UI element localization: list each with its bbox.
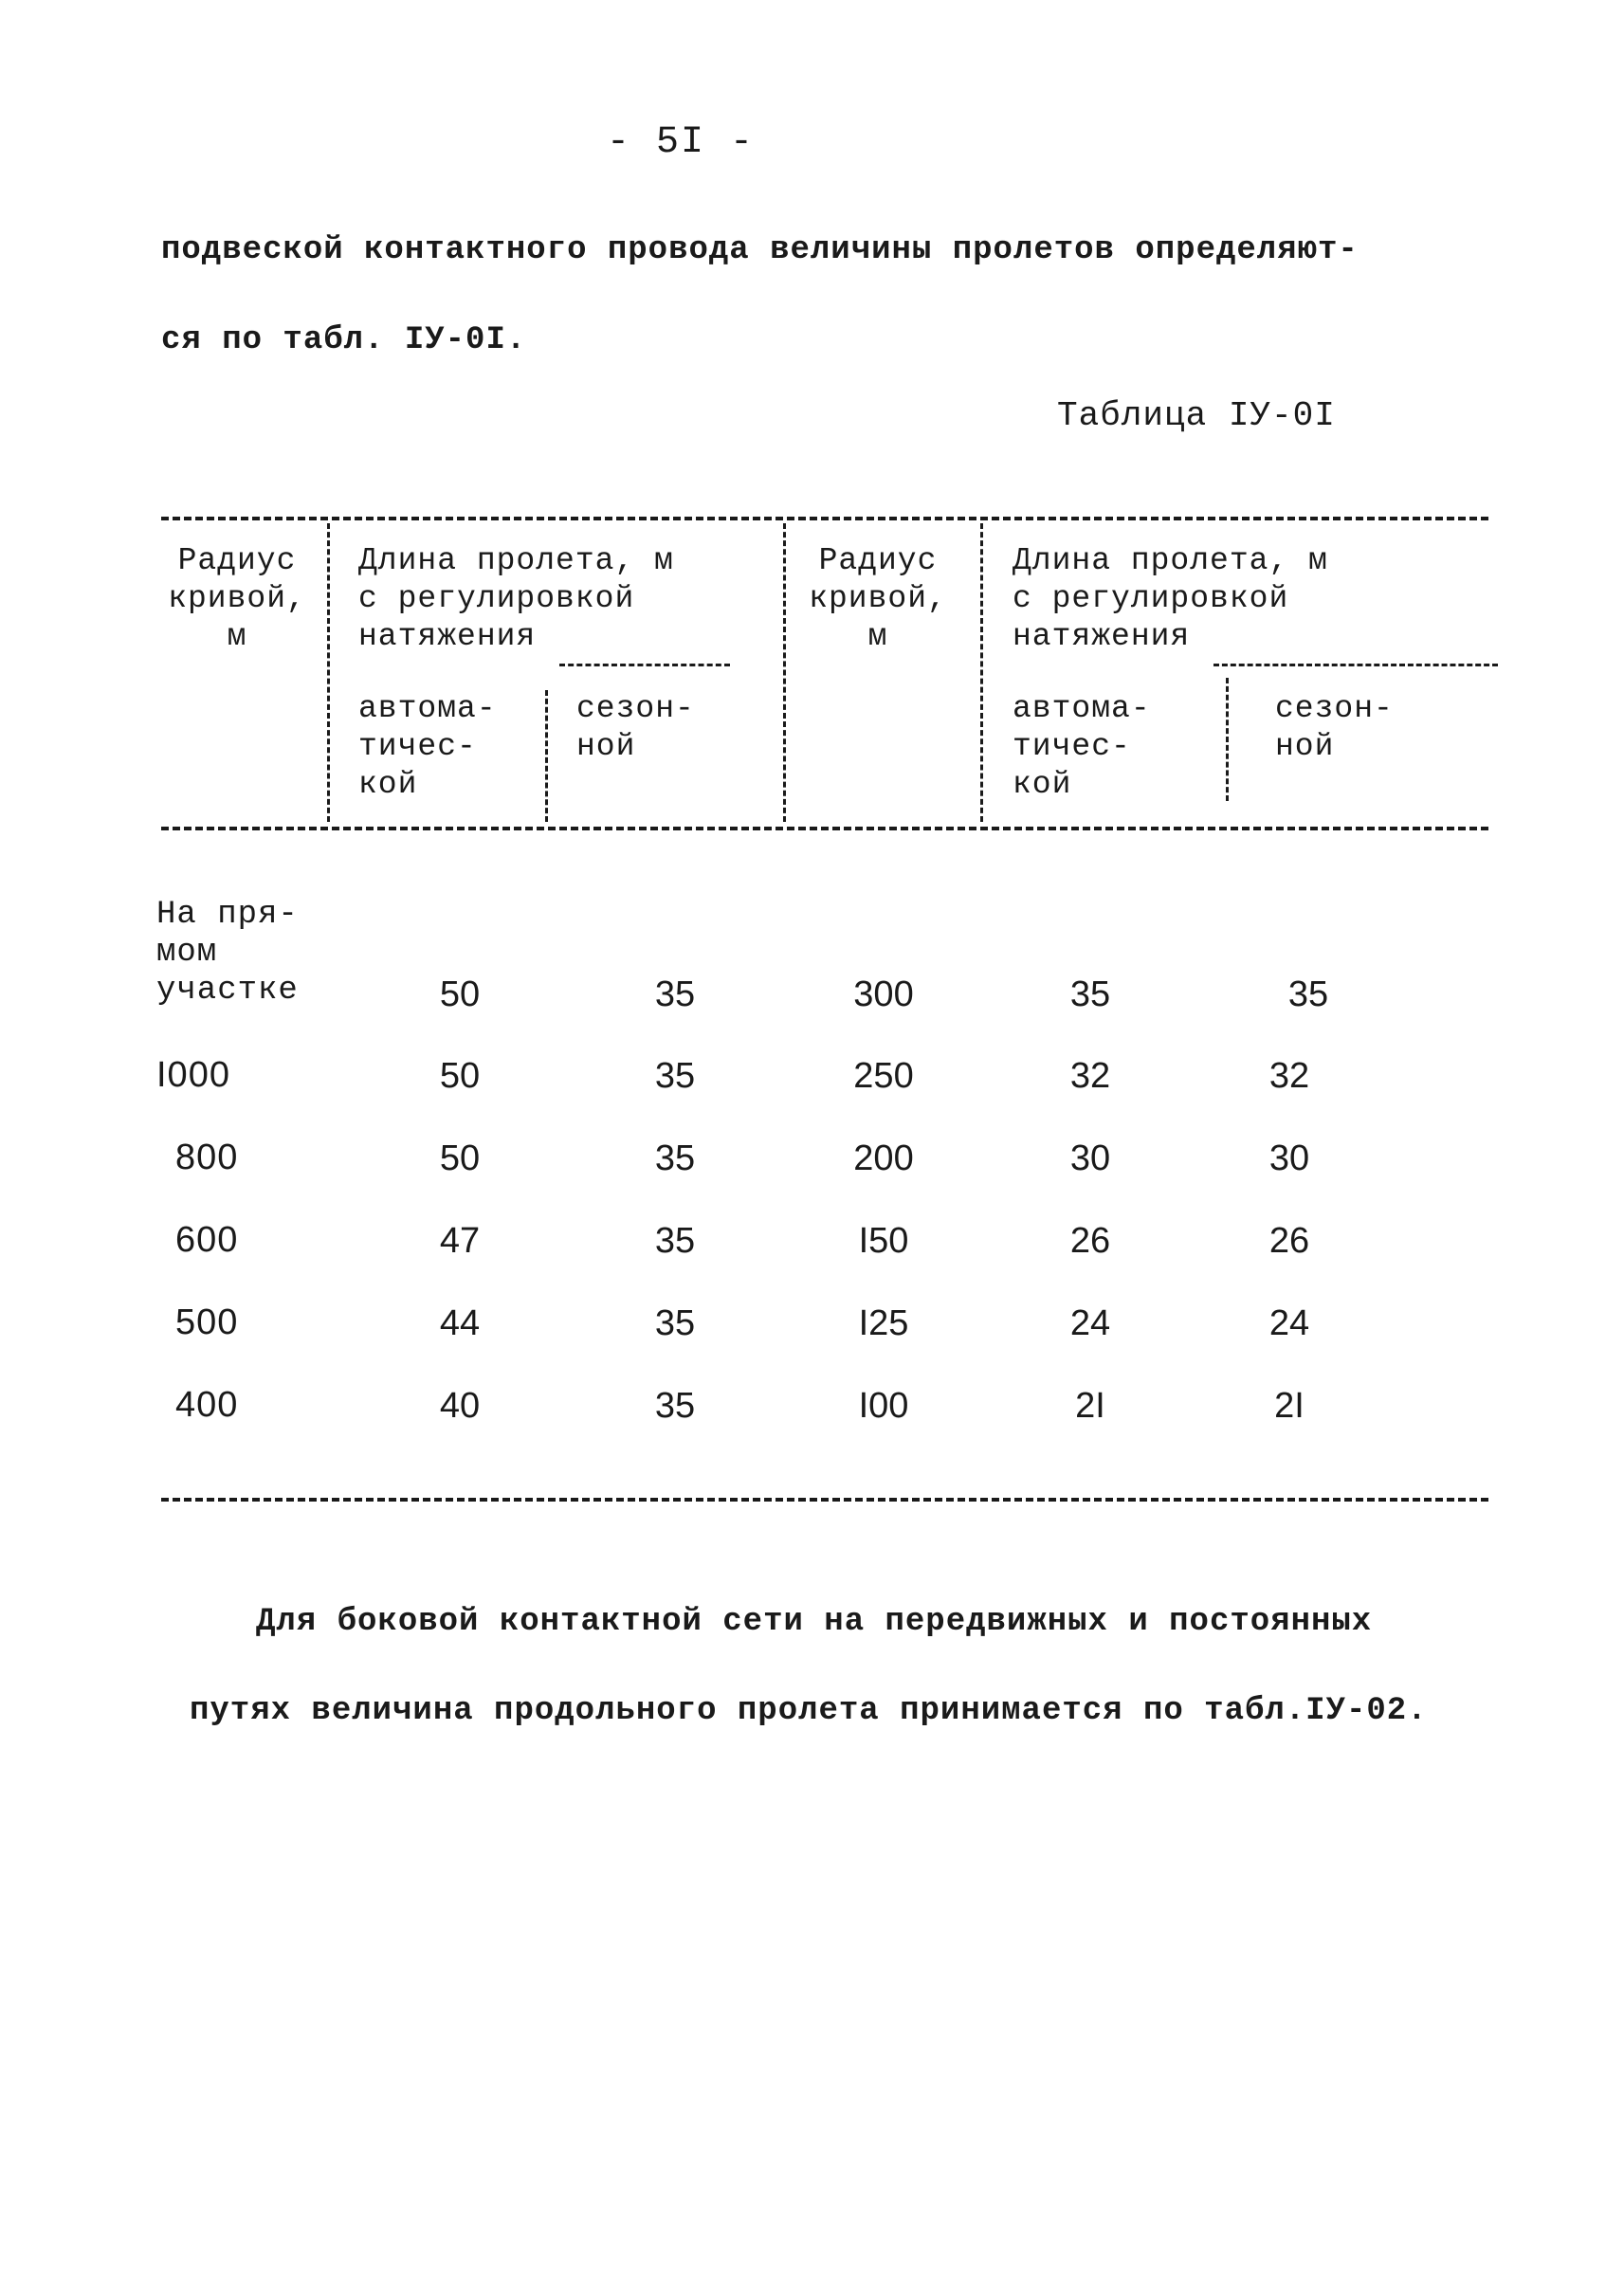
outro-line-1: Для боковой контактной сети на передвижных и постоянных xyxy=(256,1604,1373,1640)
table-caption: Таблица IУ-0I xyxy=(1057,396,1336,435)
header-radius-right: Радиус кривой, м xyxy=(809,543,947,654)
header-span-right: Длина пролета, м с регулировкой натяжения xyxy=(1013,543,1328,654)
subheader-line-left xyxy=(559,664,730,666)
table-row-5-auto-left: 40 xyxy=(439,1386,481,1426)
table-row-2-seasonal-left: 35 xyxy=(654,1138,696,1178)
table-row-4-seasonal-right: 24 xyxy=(1268,1303,1310,1343)
table-row-1-seasonal-left: 35 xyxy=(654,1056,696,1096)
table-row-2-radius-right: 200 xyxy=(853,1138,914,1178)
table-row-1-seasonal-right: 32 xyxy=(1268,1056,1310,1096)
table-row-0-radius-left: На пря- мом участке xyxy=(156,897,299,1009)
table-row-4-seasonal-left: 35 xyxy=(654,1303,696,1343)
table-row-1-radius-right: 250 xyxy=(853,1056,914,1096)
table-row-3-seasonal-left: 35 xyxy=(654,1221,696,1261)
table-row-2-auto-left: 50 xyxy=(439,1138,481,1178)
table-bottom-border xyxy=(161,1498,1488,1502)
intro-line-1: подвеской контактного провода величины пролетов определяют- xyxy=(161,232,1359,268)
table-row-2-radius-left: 800 xyxy=(175,1138,239,1177)
header-divider-2 xyxy=(545,690,548,822)
table-header-bottom-border xyxy=(161,827,1488,830)
header-seasonal-left: сезон- ной xyxy=(576,691,695,764)
table-row-3-auto-left: 47 xyxy=(439,1221,481,1261)
header-divider-1 xyxy=(327,523,330,822)
table-row-0-seasonal-left: 35 xyxy=(654,974,696,1014)
table-row-2-seasonal-right: 30 xyxy=(1268,1138,1310,1178)
table-row-1-auto-left: 50 xyxy=(439,1056,481,1096)
header-divider-5 xyxy=(1226,678,1229,801)
table-row-0-seasonal-right: 35 xyxy=(1287,974,1329,1014)
header-radius-left: Радиус кривой, м xyxy=(168,543,306,654)
table-row-4-radius-left: 500 xyxy=(175,1302,239,1342)
header-divider-4 xyxy=(980,523,983,822)
table-row-1-auto-right: 32 xyxy=(1069,1056,1111,1096)
intro-line-2: ся по табл. IУ-0I. xyxy=(161,322,527,358)
header-span-left: Длина пролета, м с регулировкой натяжения xyxy=(358,543,674,654)
table-row-0-radius-right: 300 xyxy=(853,974,914,1014)
table-row-3-radius-right: I50 xyxy=(858,1221,909,1261)
table-row-1-radius-left: I000 xyxy=(156,1055,230,1095)
header-auto-right: автома- тичес- кой xyxy=(1013,691,1151,802)
table-top-border xyxy=(161,517,1488,520)
outro-line-2: путях величина продольного пролета принимается по табл.IУ-02. xyxy=(190,1693,1428,1729)
table-row-3-radius-left: 600 xyxy=(175,1220,239,1260)
header-divider-3 xyxy=(783,523,786,822)
table-row-4-radius-right: I25 xyxy=(858,1303,909,1343)
table-row-5-radius-right: I00 xyxy=(858,1386,909,1426)
table-row-0-auto-left: 50 xyxy=(439,974,481,1014)
table-row-3-seasonal-right: 26 xyxy=(1268,1221,1310,1261)
table-row-4-auto-right: 24 xyxy=(1069,1303,1111,1343)
subheader-line-right xyxy=(1213,664,1498,666)
header-seasonal-right: сезон- ной xyxy=(1275,691,1394,764)
page-number: - 5I - xyxy=(607,121,756,164)
table-row-3-auto-right: 26 xyxy=(1069,1221,1111,1261)
table-row-5-auto-right: 2I xyxy=(1075,1386,1105,1426)
table-row-4-auto-left: 44 xyxy=(439,1303,481,1343)
table-row-5-seasonal-right: 2I xyxy=(1274,1386,1305,1426)
table-row-5-radius-left: 400 xyxy=(175,1385,239,1425)
table-row-5-seasonal-left: 35 xyxy=(654,1386,696,1426)
header-auto-left: автома- тичес- кой xyxy=(358,691,497,802)
table-row-0-auto-right: 35 xyxy=(1069,974,1111,1014)
table-row-2-auto-right: 30 xyxy=(1069,1138,1111,1178)
